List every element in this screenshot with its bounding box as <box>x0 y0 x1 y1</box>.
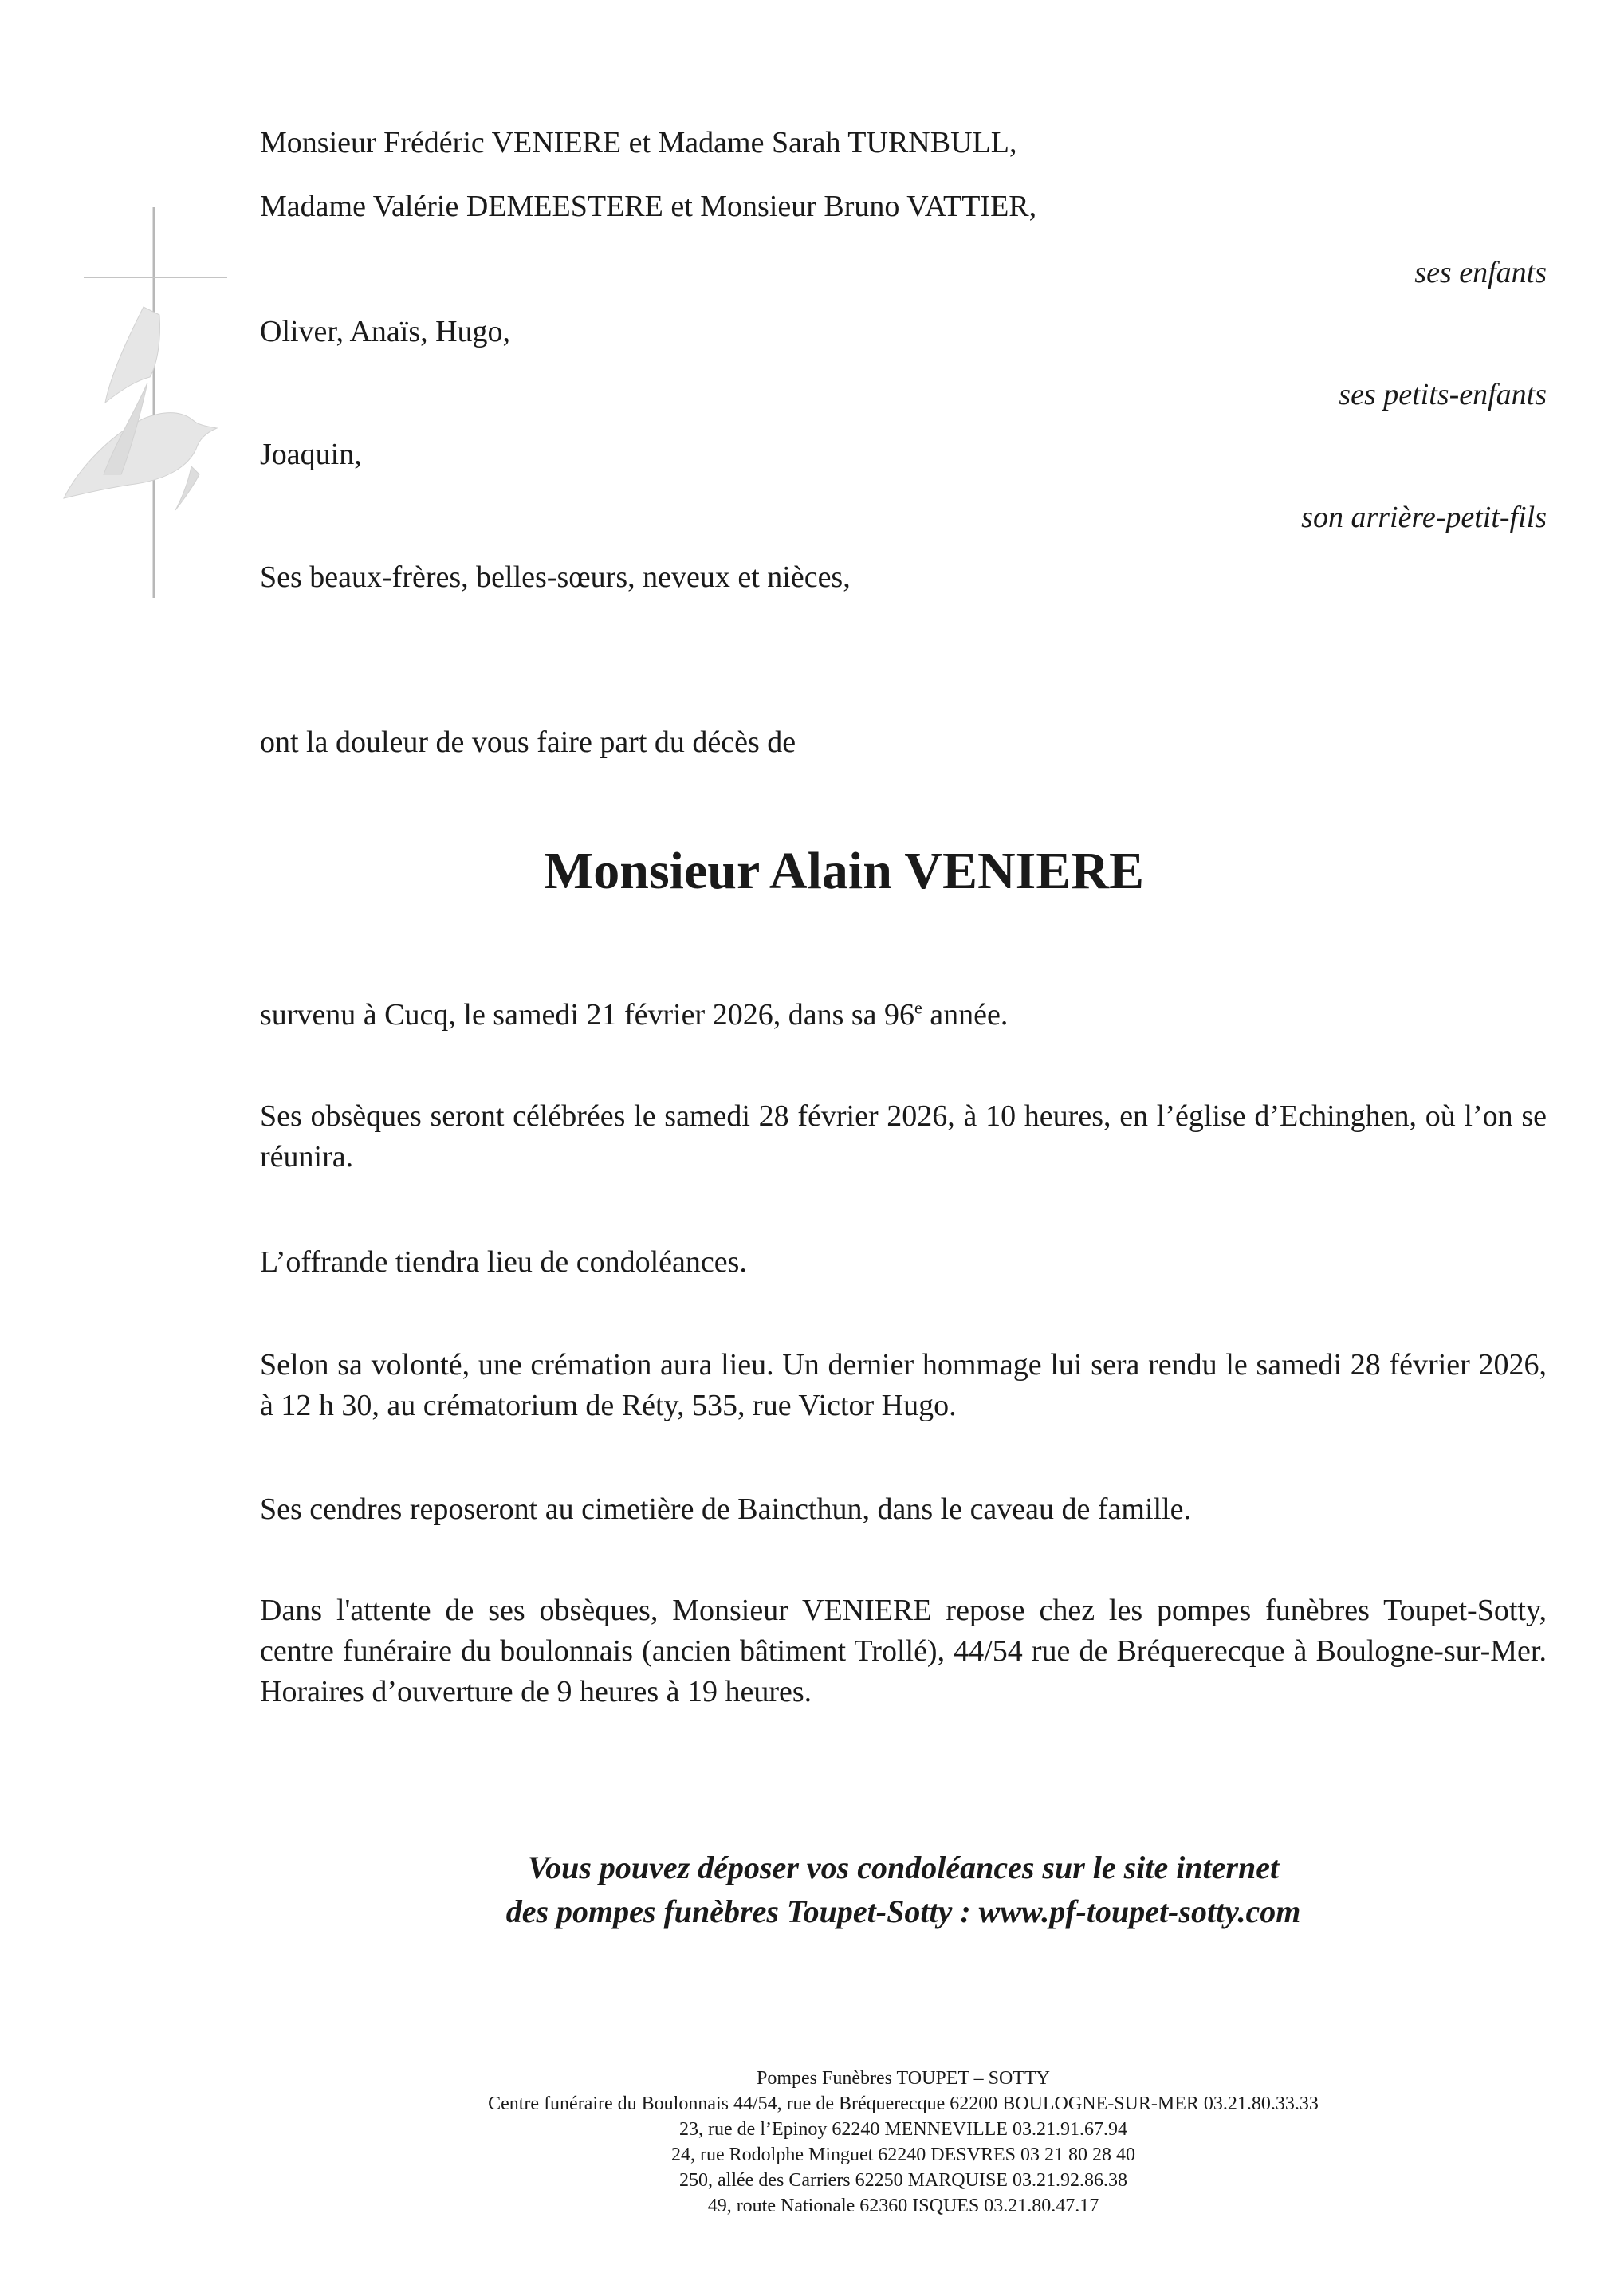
footer-company: Pompes Funèbres TOUPET – SOTTY <box>756 2068 1050 2089</box>
rest-paragraph: Dans l'attente de ses obsèques, Monsieur VENIERE repose chez les pompes funèbres Toupet-Sotty, centre funéraire du boulonnais (ancien bâtiment Trollé), 44/54 rue de Bréquerecque à Boulogne-sur-Mer. Horaires d’ouverture de 9 heures à 19 heures. <box>260 1594 1547 1708</box>
great-grandchild: Joaquin, <box>260 438 362 471</box>
offering-paragraph: L’offrande tiendra lieu de condoléances. <box>260 1245 747 1279</box>
funeral-paragraph: Ses obsèques seront célébrées le samedi 28 février 2026, à 10 heures, en l’église d’Echinghen, où l’on se réunira. <box>260 1099 1547 1174</box>
cross-dove-emblem <box>48 203 239 602</box>
children-line-2: Madame Valérie DEMEESTERE et Monsieur Bruno VATTIER, <box>260 190 1037 223</box>
children-role: ses enfants <box>1414 256 1547 289</box>
condolences-line-2: des pompes funèbres Toupet-Sotty : www.pf-toupet-sotty.com <box>505 1893 1301 1929</box>
condolences-line-1: Vous pouvez déposer vos condoléances sur le site internet <box>527 1850 1280 1885</box>
grandchildren-role: ses petits-enfants <box>1339 378 1547 411</box>
death-text: survenu à Cucq, le samedi 21 février 2026, dans sa 96 <box>260 998 915 1032</box>
relatives: Ses beaux-frères, belles-sœurs, neveux et nièces, <box>260 560 851 594</box>
grandchildren: Oliver, Anaïs, Hugo, <box>260 315 511 348</box>
footer-address: 24, rue Rodolphe Minguet 62240 DESVRES 03 21 80 28 40 <box>671 2145 1135 2165</box>
deceased-name: Monsieur Alain VENIERE <box>543 842 1145 900</box>
ashes-paragraph: Ses cendres reposeront au cimetière de Baincthun, dans le caveau de famille. <box>260 1492 1192 1526</box>
cremation-paragraph: Selon sa volonté, une crémation aura lieu. Un dernier hommage lui sera rendu le samedi 28 février 2026, à 12 h 30, au crématorium de Réty, 535, rue Victor Hugo. <box>260 1348 1547 1422</box>
death-superscript: e <box>914 997 922 1018</box>
footer-address: 23, rue de l’Epinoy 62240 MENNEVILLE 03.21.91.67.94 <box>679 2119 1127 2140</box>
footer-address: Centre funéraire du Boulonnais 44/54, rue de Bréquerecque 62200 BOULOGNE-SUR-MER 03.21.80.33.33 <box>488 2094 1319 2114</box>
footer-address: 49, route Nationale 62360 ISQUES 03.21.80.47.17 <box>707 2196 1099 2216</box>
death-info <box>260 996 1008 1034</box>
announcement: ont la douleur de vous faire part du décès de <box>260 725 796 759</box>
children-line-1: Monsieur Frédéric VENIERE et Madame Sarah TURNBULL, <box>260 126 1017 159</box>
dove-icon <box>64 307 217 510</box>
death-text-end: année. <box>922 998 1009 1032</box>
great-grandchild-role: son arrière-petit-fils <box>1301 501 1547 534</box>
footer-address: 250, allée des Carriers 62250 MARQUISE 03.21.92.86.38 <box>679 2170 1127 2191</box>
